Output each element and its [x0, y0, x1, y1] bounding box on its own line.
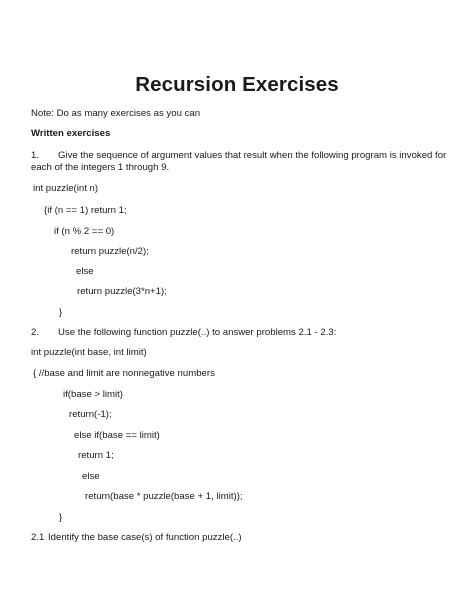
- code-line: int puzzle(int base, int limit): [31, 347, 147, 358]
- code-line: return(base * puzzle(base + 1, limit));: [85, 491, 243, 502]
- note-text: Note: Do as many exercises as you can: [31, 108, 201, 119]
- section-heading: Written exercises: [31, 128, 111, 139]
- question-text-line: Use the following function puzzle(..) to answer problems 2.1 - 2.3:: [58, 327, 337, 338]
- question-text-line: each of the integers 1 through 9.: [31, 162, 170, 173]
- code-line: return(-1);: [69, 409, 112, 420]
- document-title: Recursion Exercises: [135, 73, 339, 96]
- question-text-line: Give the sequence of argument values that result when the following program is invoked for: [58, 150, 447, 161]
- code-line: {if (n == 1) return 1;: [44, 205, 127, 216]
- code-line: }: [59, 307, 63, 318]
- code-line: int puzzle(int n): [33, 183, 99, 194]
- code-line: { //base and limit are nonnegative numbers: [33, 368, 215, 379]
- code-line: }: [59, 512, 63, 523]
- code-line: else: [76, 266, 94, 277]
- code-line: return puzzle(n/2);: [71, 246, 149, 257]
- question-number: 2.1: [31, 532, 45, 543]
- question-number: 1.: [31, 150, 40, 161]
- code-line: if (n % 2 == 0): [54, 226, 115, 237]
- code-line: return puzzle(3*n+1);: [77, 286, 167, 297]
- code-line: return 1;: [78, 450, 114, 461]
- code-line: else if(base == limit): [74, 430, 160, 441]
- code-line: if(base > limit): [63, 389, 123, 400]
- question-text-line: Identify the base case(s) of function puzzle(..): [48, 532, 242, 543]
- code-line: else: [82, 471, 100, 482]
- question-number: 2.: [31, 327, 40, 338]
